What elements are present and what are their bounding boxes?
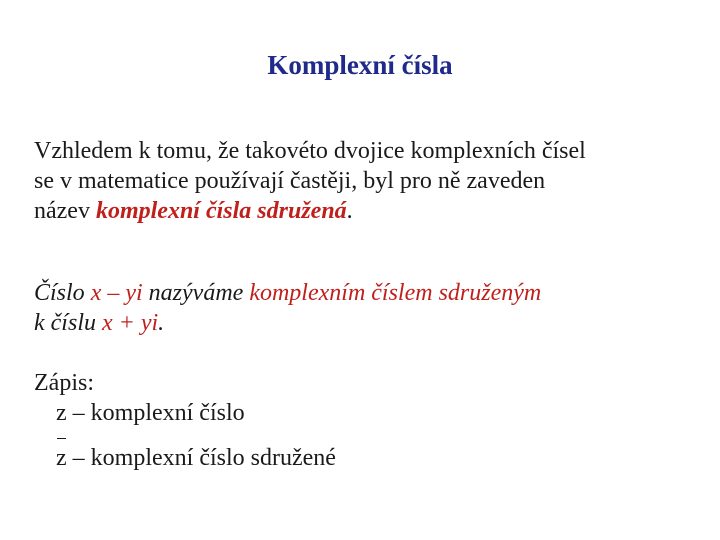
paragraph1-line3 — [34, 196, 704, 226]
paragraph1-line2: se v matematice používají častěji, byl pro ně zaveden — [34, 168, 546, 194]
z-bar-symbol: z — [56, 445, 67, 471]
definition-line2 — [34, 308, 704, 338]
paragraph-conjugate-intro — [34, 136, 704, 226]
notation-item-z-conjugate — [34, 443, 704, 473]
notation-section — [34, 368, 704, 473]
paragraph1-line1: Vzhledem k tomu, že takovéto dvojice komplexních čísel — [34, 138, 586, 164]
paragraph1-line3-prefix: název — [34, 198, 96, 224]
paragraph1-line3-suffix: . — [346, 198, 353, 224]
definition-word1: Číslo — [34, 280, 91, 306]
expression-original: x + yi — [101, 310, 159, 336]
expression-conjugate: x – yi — [90, 280, 143, 306]
definition-line2-suffix: . — [158, 310, 165, 336]
notation-item2-text: – komplexní číslo sdružené — [66, 445, 336, 471]
definition-line2-prefix: k číslu — [34, 310, 102, 336]
definition-word2: nazýváme — [142, 280, 250, 306]
paragraph-definition — [34, 278, 704, 338]
definition-highlight: komplexním číslem sdruženým — [249, 280, 542, 306]
definition-line1 — [34, 278, 704, 308]
notation-item-z: z – komplexní číslo — [56, 400, 245, 426]
slide-title: Komplexní čísla — [267, 50, 453, 80]
notation-heading: Zápis: — [34, 370, 94, 396]
term-highlight: komplexní čísla sdružená — [95, 198, 347, 224]
